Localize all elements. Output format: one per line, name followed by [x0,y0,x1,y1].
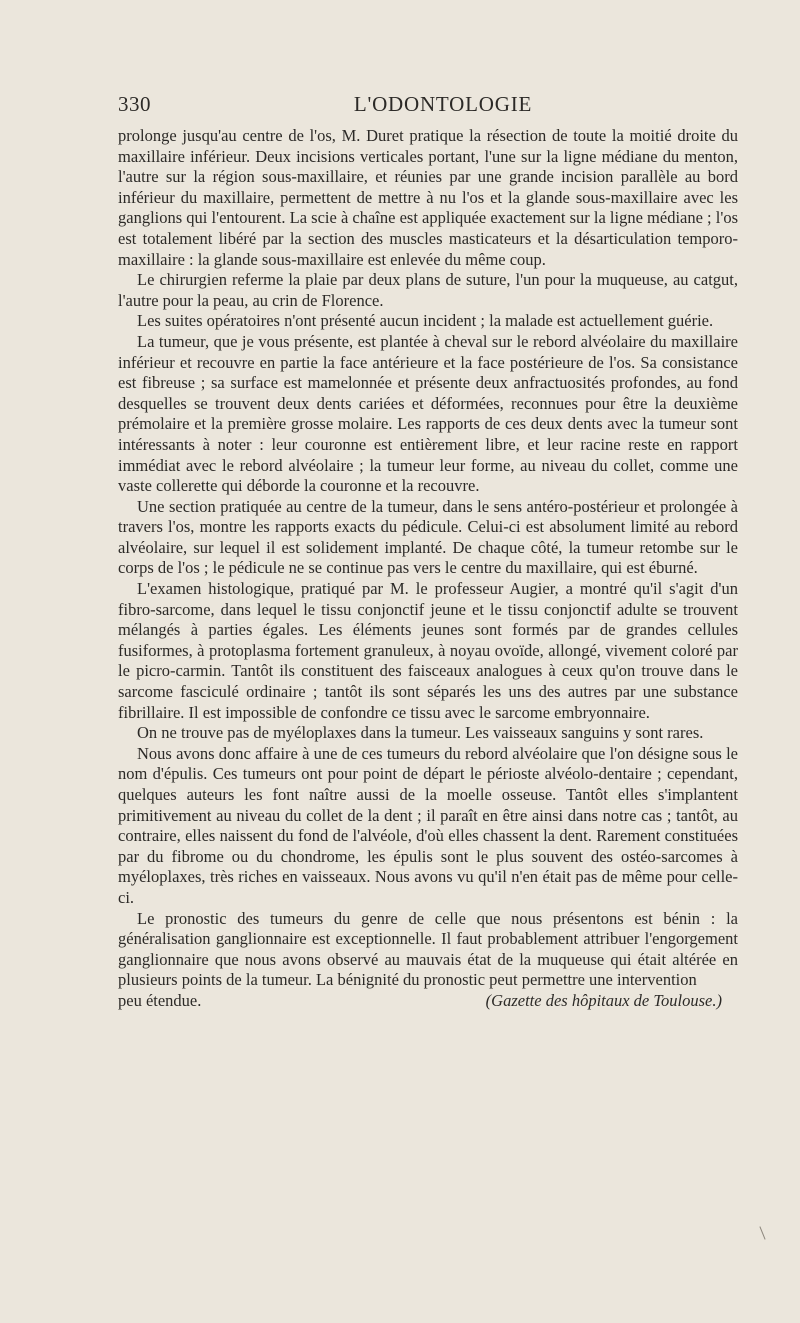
closing-text: peu étendue. [118,990,202,1010]
paragraph-1: prolonge jusqu'au centre de l'os, M. Duret pratique la résection de toute la moitié droite du maxillaire inférieur. Deux incisions verticales portant, l'une sur la ligne médiane du menton, l'autre sur la région sous-maxillaire, et réunies par une grande incision parallèle au bord inférieur du maxillaire, permettent de mettre à nu l'os et la glande sous-maxillaire avec les ganglions qui l'entourent. La scie à chaîne est appliquée exactement sur la ligne médiane ; l'os est totalement libéré par la section des muscles masticateurs et la désarticulation temporo-maxillaire : la glande sous-maxillaire est enlevée du même coup. [118,126,738,269]
paragraph-9: Le pronostic des tumeurs du genre de celle que nous présentons est bénin : la généralisation ganglionnaire est exceptionnelle. Il faut probablement attribuer l'engorgement ganglionnaire que nous avons observé au mauvais état de la muqueuse qui était altérée en plusieurs points de la tumeur. La bénignité du pronostic peut permettre une intervention [118,908,738,990]
article-body [118,126,738,1012]
running-title: L'ODONTOLOGIE [353,92,533,116]
paragraph-3: Les suites opératoires n'ont présenté aucun incident ; la malade est actuellement guérie. [137,311,714,331]
page-number: 330 [118,92,151,116]
paragraph-6: L'examen histologique, pratiqué par M. le professeur Augier, a montré qu'il s'agit d'un fibro-sarcome, dans lequel le tissu conjonctif jeune et le tissu conjonctif adulte se trouvent mélangés à parties égales. Les éléments jeunes sont formés par de grandes cellules fusiformes, à protoplasma fortement granuleux, à noyau ovoïde, allongé, vivement coloré par le picro-carmin. Tantôt ils constituent des faisceaux analogues à ceux qu'on trouve dans le sarcome fasciculé ordinaire ; tantôt ils sont séparés les uns des autres par une substance fibrillaire. Il est impossible de confondre ce tissu avec le sarcome embryonnaire. [118,579,738,722]
paragraph-8: Nous avons donc affaire à une de ces tumeurs du rebord alvéolaire que l'on désigne sous le nom d'épulis. Ces tumeurs ont pour point de départ le périoste alvéolo-dentaire ; cependant, quelques auteurs les font naître aussi de la moelle osseuse. Tantôt elles s'implantent primitivement au niveau du collet de la dent ; il paraît en être ainsi dans notre cas ; tantôt, au contraire, elles naissent du fond de l'alvéole, d'où elles chassent la dent. Rarement constituées par du fibrome ou du chondrome, les épulis sont le plus souvent des ostéo-sarcomes à myéloplaxes, très riches en vaisseaux. Nous avons vu qu'il n'en était pas de même pour celle-ci. [118,743,738,907]
page-header [118,92,738,118]
stray-print-mark [759,1226,765,1239]
closing-line [118,991,738,1012]
paragraph-4: La tumeur, que je vous présente, est plantée à cheval sur le rebord alvéolaire du maxillaire inférieur et recouvre en partie la face antérieure et la face postérieure de l'os. Sa consistance est fibreuse ; sa surface est mamelonnée et présente deux anfractuosités profondes, au fond desquelles se trouvent deux dents cariées et déformées, reconnues pour être la deuxième prémolaire et la première grosse molaire. Les rapports de ces deux dents avec la tumeur sont intéressants à noter : leur couronne est entièrement libre, et leur racine reste en rapport immédiat avec le rebord alvéolaire ; la tumeur leur forme, au niveau du collet, comme une vaste collerette qui déborde la couronne et la recouvre. [118,331,738,496]
paragraph-7: On ne trouve pas de myéloplaxes dans la tumeur. Les vaisseaux sanguins y sont rares. [137,723,704,743]
paragraph-2: Le chirurgien referme la plaie par deux plans de suture, l'un pour la muqueuse, au catgut, l'autre pour la peau, au crin de Florence. [118,270,738,310]
source-citation: (Gazette des hôpitaux de Toulouse.) [485,990,722,1010]
paragraph-5: Une section pratiquée au centre de la tumeur, dans le sens antéro-postérieur et prolongée à travers l'os, montre les rapports exacts du pédicule. Celui-ci est absolument limité au rebord alvéolaire, sur lequel il est solidement implanté. De chaque côté, la tumeur retombe sur le corps de l'os ; le pédicule ne se continue pas vers le centre du maxillaire, qui est éburné. [118,496,738,578]
